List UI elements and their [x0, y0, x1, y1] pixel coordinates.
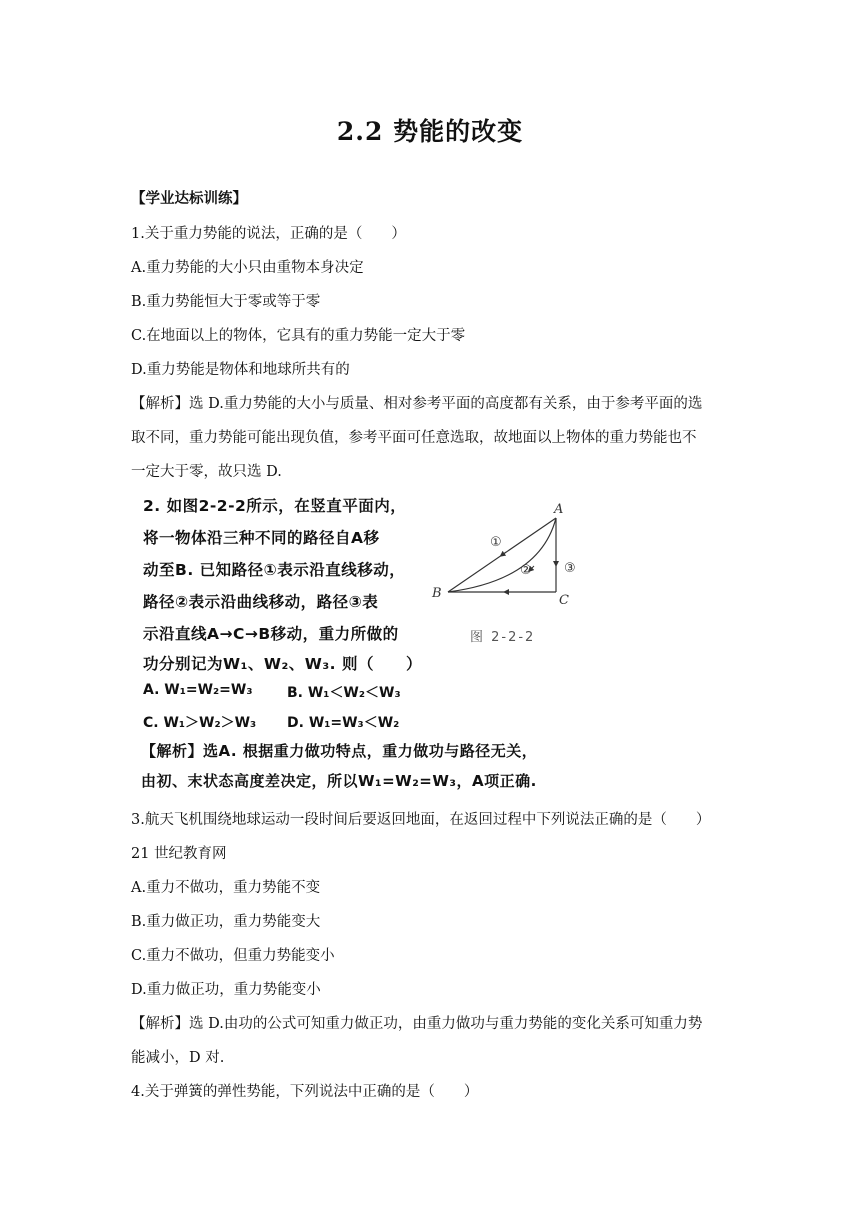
- q4-stem: 4.关于弹簧的弹性势能，下列说法中正确的是（ ）: [131, 1084, 479, 1100]
- q2-option-d: D. W₁=W₃＜W₂: [287, 715, 400, 731]
- q1-stem: 1.关于重力势能的说法，正确的是（ ）: [131, 226, 406, 242]
- q3-analysis-line-1: 【解析】选 D.由功的公式可知重力做正功，由重力做功与重力势能的变化关系可知重力势: [131, 1016, 703, 1032]
- q2-analysis-line-2: 由初、末状态高度差决定，所以W₁=W₂=W₃，A项正确.: [141, 772, 537, 790]
- q3-source: 21 世纪教育网: [131, 846, 227, 862]
- q3-option-a: A.重力不做功，重力势能不变: [131, 880, 321, 896]
- section-header: 【学业达标训练】: [131, 190, 247, 207]
- q3-stem: 3.航天飞机围绕地球运动一段时间后要返回地面，在返回过程中下列说法正确的是（ ）: [131, 812, 711, 828]
- q1-option-c: C.在地面以上的物体，它具有的重力势能一定大于零: [131, 328, 466, 344]
- q3-option-b: B.重力做正功，重力势能变大: [131, 914, 321, 930]
- q3-analysis-line-2: 能减小，D 对.: [131, 1050, 225, 1066]
- q2-stem-line-5: 示沿直线A→C→B移动，重力所做的: [143, 625, 399, 643]
- q2-stem-line-3: 动至B. 已知路径①表示沿直线移动，: [143, 561, 406, 579]
- q2-stem-line-4: 路径②表示沿曲线移动，路径③表: [143, 593, 379, 611]
- q1-analysis-line-2: 取不同，重力势能可能出现负值，参考平面可任意选取，故地面以上物体的重力势能也不: [131, 430, 697, 446]
- label-path-3: ③: [564, 561, 576, 576]
- q2-figure-diagram: [430, 500, 590, 645]
- q2-figure-caption: 图 2-2-2: [470, 630, 536, 645]
- q2-stem-line-6: 功分别记为W₁、W₂、W₃. 则（ ）: [143, 655, 422, 673]
- arrow-path-1: [502, 552, 506, 555]
- q1-analysis-line-1: 【解析】选 D.重力势能的大小与质量、相对参考平面的高度都有关系，由于参考平面的选: [131, 396, 703, 412]
- q2-stem-line-2: 将一物体沿三种不同的路径自A移: [143, 529, 380, 547]
- label-path-2: ②: [520, 563, 532, 578]
- q3-option-d: D.重力做正功，重力势能变小: [131, 982, 321, 998]
- q2-option-b: B. W₁＜W₂＜W₃: [287, 685, 401, 701]
- label-b: B: [432, 586, 442, 601]
- q1-analysis-line-3: 一定大于零，故只选 D.: [131, 464, 282, 480]
- q2-analysis-line-1: 【解析】选A. 根据重力做功特点，重力做功与路径无关，: [141, 742, 538, 760]
- q1-option-b: B.重力势能恒大于零或等于零: [131, 294, 321, 310]
- q1-option-a: A.重力势能的大小只由重物本身决定: [131, 260, 364, 276]
- page-title: 2.2 势能的改变: [336, 117, 524, 146]
- label-c: C: [559, 593, 569, 608]
- q3-option-c: C.重力不做功，但重力势能变小: [131, 948, 335, 964]
- q2-option-c: C. W₁＞W₂＞W₃: [143, 715, 257, 731]
- q2-stem-line-1: 2. 如图2-2-2所示，在竖直平面内，: [143, 497, 407, 515]
- q2-option-a: A. W₁=W₂=W₃: [143, 682, 253, 698]
- label-a: A: [554, 502, 564, 517]
- label-path-1: ①: [490, 535, 502, 550]
- q1-option-d: D.重力势能是物体和地球所共有的: [131, 362, 350, 378]
